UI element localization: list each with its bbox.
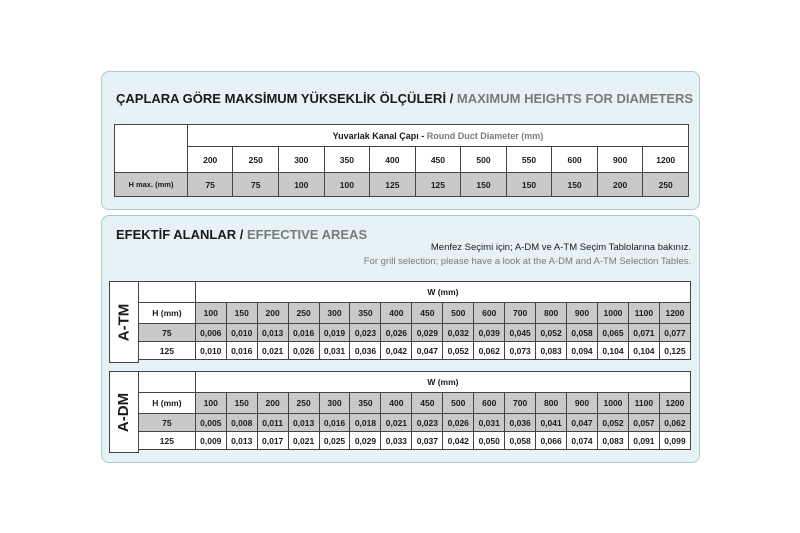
width-cell: 700: [505, 393, 536, 414]
diameter-cell: 250: [233, 147, 279, 173]
corner-cell: [115, 125, 188, 173]
area-value-cell: 0,041: [536, 414, 567, 432]
diameter-cell: 300: [279, 147, 325, 173]
area-value-cell: 0,037: [412, 432, 443, 450]
area-value-cell: 0,029: [350, 432, 381, 450]
area-value-cell: 0,065: [597, 324, 628, 342]
area-value-cell: 0,005: [195, 414, 226, 432]
width-cell: 150: [226, 303, 257, 324]
height-cell: 75: [233, 173, 279, 197]
area-value-cell: 0,010: [195, 342, 226, 360]
w-label: W (mm): [195, 372, 690, 393]
max-heights-panel: [101, 71, 700, 210]
area-value-cell: 0,013: [257, 324, 288, 342]
h-value-cell: 75: [139, 414, 196, 432]
diameter-cell: 600: [552, 147, 598, 173]
area-value-cell: 0,018: [350, 414, 381, 432]
height-cell: 200: [597, 173, 643, 197]
width-cell: 1100: [628, 393, 659, 414]
width-cell: 350: [350, 303, 381, 324]
area-value-cell: 0,074: [567, 432, 598, 450]
w-header-row: [139, 372, 691, 393]
diameter-cell: 400: [370, 147, 416, 173]
area-value-cell: 0,026: [381, 324, 412, 342]
width-cell: 300: [319, 393, 350, 414]
width-cell: 800: [536, 393, 567, 414]
grill-selection-note-tr: Menfez Seçimi için; A-DM ve A-TM Seçim Tablolarına bakınız.: [430, 242, 691, 253]
diameter-cell: 500: [461, 147, 507, 173]
area-value-cell: 0,057: [628, 414, 659, 432]
area-value-cell: 0,029: [412, 324, 443, 342]
area-value-cell: 0,047: [567, 414, 598, 432]
area-value-cell: 0,011: [257, 414, 288, 432]
area-value-cell: 0,077: [659, 324, 690, 342]
area-value-cell: 0,023: [350, 324, 381, 342]
diameter-cell: 200: [187, 147, 233, 173]
area-value-cell: 0,031: [319, 342, 350, 360]
area-value-cell: 0,052: [443, 342, 474, 360]
diameter-cell: 550: [506, 147, 552, 173]
area-value-cell: 0,042: [381, 342, 412, 360]
width-cell: 500: [443, 303, 474, 324]
table-row: [139, 414, 691, 432]
width-cell: 350: [350, 393, 381, 414]
a-dm-table: [138, 371, 691, 450]
area-value-cell: 0,008: [226, 414, 257, 432]
round-duct-header: Yuvarlak Kanal Çapı - Round Duct Diameter (mm): [187, 125, 688, 147]
area-value-cell: 0,083: [536, 342, 567, 360]
width-cell: 800: [536, 303, 567, 324]
diameter-cell: 1200: [643, 147, 689, 173]
h-value-cell: 125: [139, 342, 196, 360]
width-cell: 900: [567, 303, 598, 324]
height-cell: 100: [324, 173, 370, 197]
area-value-cell: 0,039: [474, 324, 505, 342]
table-row: [139, 342, 691, 360]
area-value-cell: 0,031: [474, 414, 505, 432]
area-value-cell: 0,009: [195, 432, 226, 450]
area-value-cell: 0,025: [319, 432, 350, 450]
width-cell: 500: [443, 393, 474, 414]
width-cell: 1000: [597, 303, 628, 324]
width-cell: 600: [474, 303, 505, 324]
area-value-cell: 0,094: [567, 342, 598, 360]
area-value-cell: 0,045: [505, 324, 536, 342]
area-value-cell: 0,019: [319, 324, 350, 342]
area-value-cell: 0,058: [505, 432, 536, 450]
width-cell: 450: [412, 303, 443, 324]
height-row: [115, 173, 689, 197]
diameter-cell: 450: [415, 147, 461, 173]
area-value-cell: 0,021: [288, 432, 319, 450]
area-value-cell: 0,104: [597, 342, 628, 360]
width-cell: 450: [412, 393, 443, 414]
table-row: [139, 324, 691, 342]
area-value-cell: 0,125: [659, 342, 690, 360]
width-cell: 250: [288, 393, 319, 414]
area-value-cell: 0,010: [226, 324, 257, 342]
area-value-cell: 0,016: [288, 324, 319, 342]
width-cell: 100: [195, 393, 226, 414]
model-label-a-dm: A-DM: [109, 371, 139, 453]
height-cell: 250: [643, 173, 689, 197]
width-cell: 900: [567, 393, 598, 414]
h-max-label: H max. (mm): [115, 173, 188, 197]
corner-cell: [139, 282, 196, 303]
height-cell: 100: [279, 173, 325, 197]
width-cell: 200: [257, 393, 288, 414]
w-label: W (mm): [195, 282, 690, 303]
h-label: H (mm): [139, 303, 196, 324]
area-value-cell: 0,073: [505, 342, 536, 360]
area-value-cell: 0,016: [319, 414, 350, 432]
h-value-cell: 125: [139, 432, 196, 450]
width-cell: 600: [474, 393, 505, 414]
height-cell: 150: [506, 173, 552, 197]
max-heights-title: ÇAPLARA GÖRE MAKSİMUM YÜKSEKLİK ÖLÇÜLERİ / MAXIMUM HEIGHTS FOR DIAMETERS: [116, 91, 694, 106]
corner-cell: [139, 372, 196, 393]
model-label-a-tm: A-TM: [109, 281, 139, 363]
diameter-row: [115, 147, 689, 173]
area-value-cell: 0,066: [536, 432, 567, 450]
height-cell: 150: [461, 173, 507, 197]
h-value-cell: 75: [139, 324, 196, 342]
effective-areas-panel: [101, 215, 700, 463]
area-value-cell: 0,013: [226, 432, 257, 450]
area-value-cell: 0,033: [381, 432, 412, 450]
grill-selection-note-en: For grill selection; please have a look at the A-DM and A-TM Selection Tables.: [363, 256, 691, 267]
area-value-cell: 0,036: [505, 414, 536, 432]
area-value-cell: 0,023: [412, 414, 443, 432]
width-cell: 250: [288, 303, 319, 324]
width-cell: 300: [319, 303, 350, 324]
area-value-cell: 0,036: [350, 342, 381, 360]
width-cell: 1000: [597, 393, 628, 414]
area-value-cell: 0,017: [257, 432, 288, 450]
effective-areas-title: EFEKTİF ALANLAR / EFFECTIVE AREAS: [116, 227, 368, 242]
w-header-row: [139, 282, 691, 303]
area-value-cell: 0,071: [628, 324, 659, 342]
diameter-cell: 350: [324, 147, 370, 173]
width-cell: 150: [226, 393, 257, 414]
area-value-cell: 0,058: [567, 324, 598, 342]
area-value-cell: 0,062: [474, 342, 505, 360]
max-heights-table: [114, 124, 689, 197]
height-cell: 75: [187, 173, 233, 197]
width-cell: 100: [195, 303, 226, 324]
area-value-cell: 0,026: [443, 414, 474, 432]
area-value-cell: 0,032: [443, 324, 474, 342]
area-value-cell: 0,062: [659, 414, 690, 432]
height-cell: 150: [552, 173, 598, 197]
area-value-cell: 0,099: [659, 432, 690, 450]
width-cell: 1100: [628, 303, 659, 324]
area-value-cell: 0,104: [628, 342, 659, 360]
area-value-cell: 0,021: [257, 342, 288, 360]
area-value-cell: 0,006: [195, 324, 226, 342]
width-cell: 1200: [659, 393, 690, 414]
a-tm-table: [138, 281, 691, 360]
widths-row: [139, 393, 691, 414]
height-cell: 125: [415, 173, 461, 197]
area-value-cell: 0,013: [288, 414, 319, 432]
area-value-cell: 0,091: [628, 432, 659, 450]
height-cell: 125: [370, 173, 416, 197]
width-cell: 400: [381, 303, 412, 324]
area-value-cell: 0,047: [412, 342, 443, 360]
width-cell: 400: [381, 393, 412, 414]
diameter-cell: 900: [597, 147, 643, 173]
table-row: [139, 432, 691, 450]
area-value-cell: 0,016: [226, 342, 257, 360]
area-value-cell: 0,042: [443, 432, 474, 450]
widths-row: [139, 303, 691, 324]
h-label: H (mm): [139, 393, 196, 414]
area-value-cell: 0,021: [381, 414, 412, 432]
area-value-cell: 0,083: [597, 432, 628, 450]
width-cell: 700: [505, 303, 536, 324]
area-value-cell: 0,052: [597, 414, 628, 432]
area-value-cell: 0,050: [474, 432, 505, 450]
width-cell: 1200: [659, 303, 690, 324]
width-cell: 200: [257, 303, 288, 324]
area-value-cell: 0,026: [288, 342, 319, 360]
area-value-cell: 0,052: [536, 324, 567, 342]
